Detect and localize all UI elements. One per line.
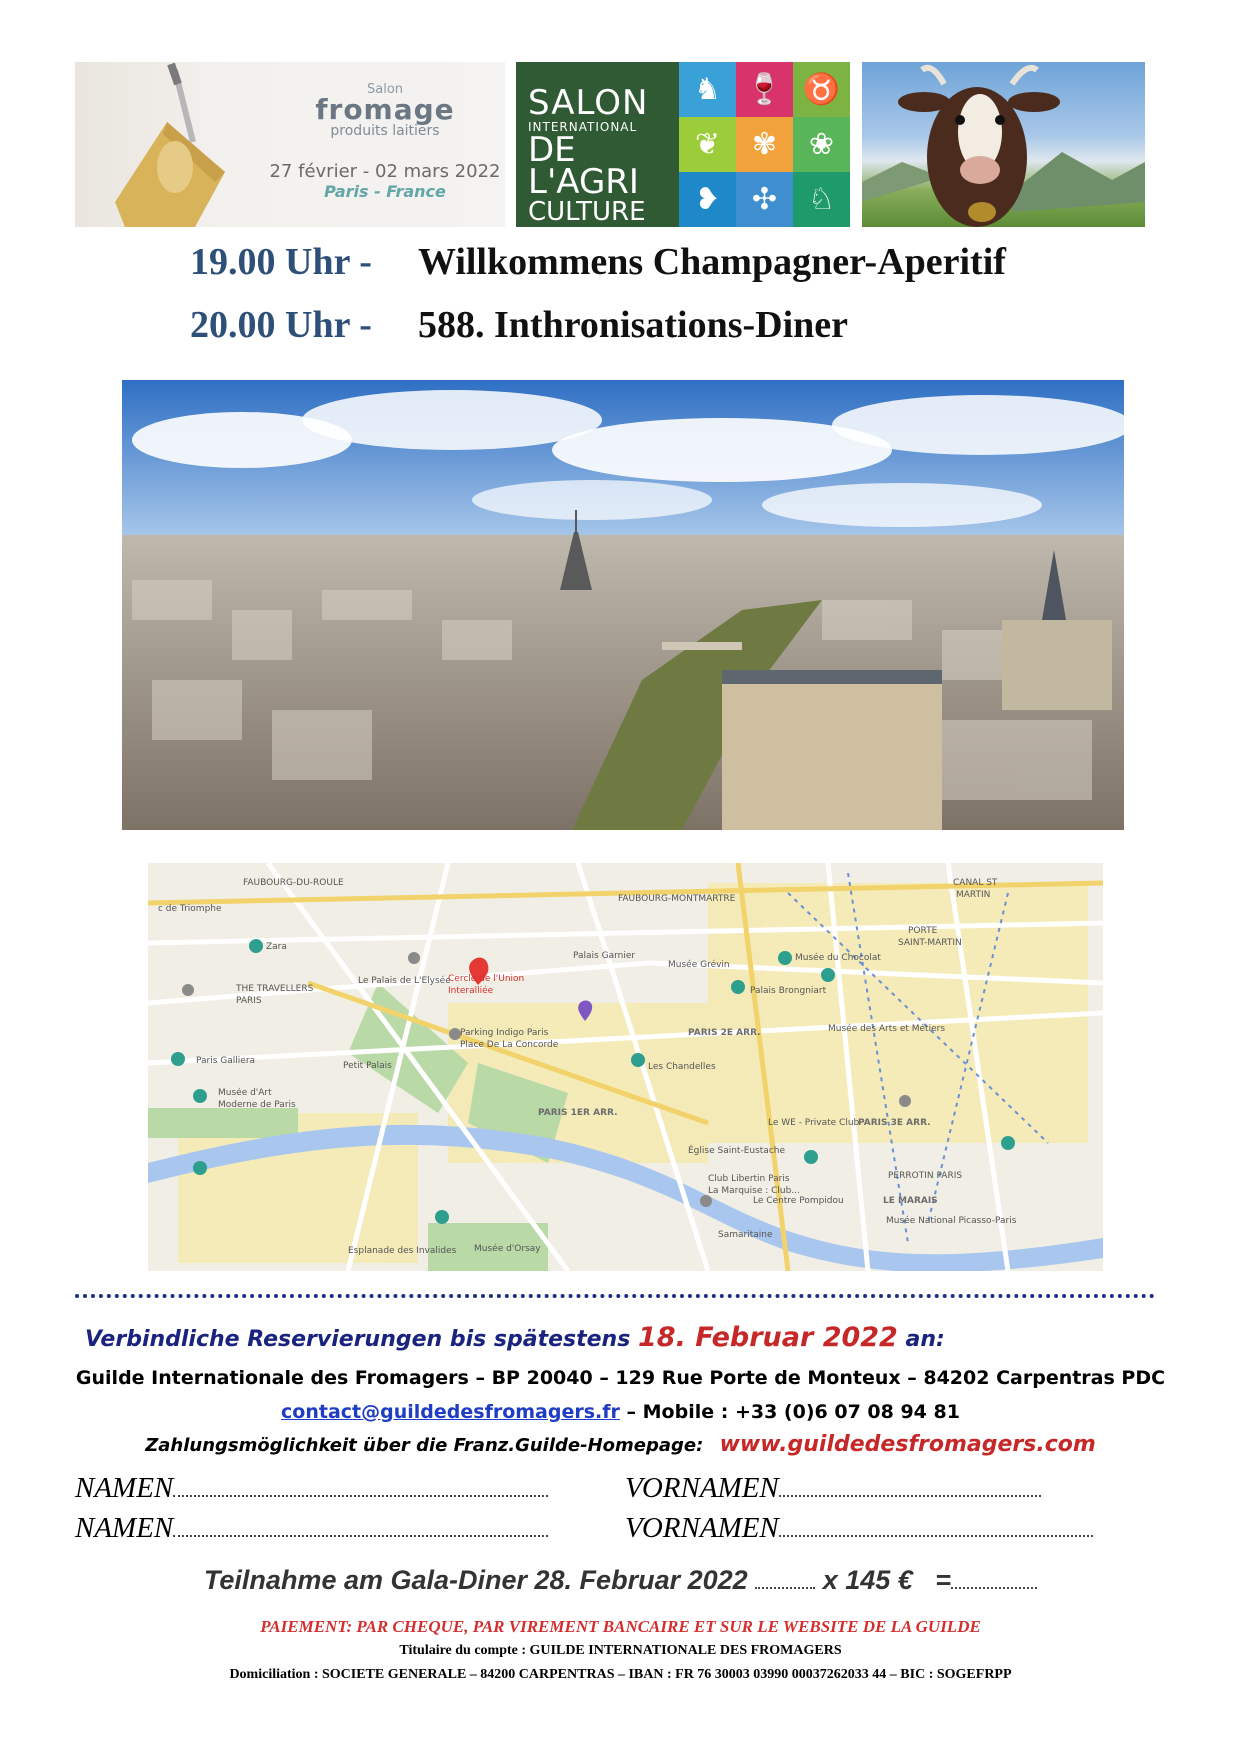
payment-label: Zahlungsmöglichkeit über die Franz.Guilde-Homepage: (145, 1435, 704, 1456)
first-name-field-row-1[interactable] (625, 1472, 1041, 1505)
map-label: CANAL ST (953, 878, 998, 888)
map-label: Le Palais de L'Elysée (358, 976, 451, 986)
fromage-logo-name: fromage (315, 93, 455, 126)
schedule-time: 19.00 Uhr - (190, 241, 372, 283)
schedule-line-aperitif (190, 240, 1006, 284)
map-label: Musée d'Orsay (474, 1244, 541, 1254)
map-label: Palais Garnier (573, 951, 636, 961)
map-label: La Marquise : Club... (708, 1186, 800, 1196)
map-label: SAINT-MARTIN (898, 938, 962, 948)
name-field-row-1[interactable] (75, 1472, 548, 1505)
map-label: PARIS 3E ARR. (858, 1118, 931, 1128)
cow-illustration (862, 62, 1145, 227)
map-label: c de Triomphe (158, 904, 222, 914)
farm-animals-icon: ♘ (793, 172, 850, 227)
grapes-icon: ❀ (793, 117, 850, 172)
schedule-title: 588. Inthronisations-Diner (418, 304, 849, 346)
fish-icon: ❥ (679, 172, 736, 227)
map-label: Parking Indigo Paris (460, 1028, 549, 1038)
wheat-icon: ✾ (736, 117, 793, 172)
map-label: Samaritaine (718, 1230, 773, 1240)
cow-head-icon: ♉ (793, 62, 850, 117)
map-label: PARIS (236, 996, 262, 1006)
map-label: PERROTIN PARIS (888, 1171, 963, 1181)
agri-line-salon: SALON (528, 83, 649, 123)
map-label: FAUBOURG-DU-ROULE (243, 878, 344, 888)
agriculture-icon-grid (679, 62, 850, 227)
name-label: NAMEN (75, 1512, 174, 1544)
first-name-input-line[interactable] (779, 1491, 1041, 1497)
fromage-banner-text (265, 82, 505, 201)
map-label: FAUBOURG-MONTMARTRE (618, 894, 736, 904)
agriculture-logo-text (528, 83, 688, 227)
reservation-lead: Verbindliche Reservierungen bis spätestens (85, 1327, 631, 1352)
map-label: THE TRAVELLERS (236, 984, 314, 994)
reservation-tail: an: (905, 1327, 945, 1352)
map-label: Petit Palais (343, 1061, 392, 1071)
map-label: Musée National Picasso-Paris (886, 1216, 1017, 1226)
first-name-field-row-2[interactable] (625, 1512, 1093, 1545)
map-label: Musée Grévin (668, 960, 730, 970)
map-label: Le WE - Private Club (768, 1118, 860, 1128)
fromage-place: Paris - France (324, 182, 446, 201)
name-field-row-2[interactable] (75, 1512, 548, 1545)
first-name-input-line[interactable] (779, 1531, 1093, 1537)
fromage-dates: 27 février - 02 mars 2022 (269, 161, 501, 182)
agri-line-de-agri: DE L'AGRI (528, 130, 639, 202)
map-label: Le Centre Pompidou (753, 1196, 844, 1206)
map-label: Paris Galliera (196, 1056, 256, 1066)
agri-line-culture: CULTURE (528, 197, 646, 227)
carrot-icon: ❦ (679, 117, 736, 172)
paris-cityscape-illustration (122, 380, 1124, 830)
map-label: Cercle de l'Union (448, 974, 525, 984)
paris-location-map[interactable] (148, 863, 1103, 1271)
fromage-salon-label: Salon (366, 82, 404, 97)
map-canvas (148, 863, 1103, 1271)
account-holder: Titulaire du compte : GUILDE INTERNATIONALE DES FROMAGERS (399, 1643, 842, 1658)
contact-line (60, 1401, 1181, 1423)
map-label: Église Saint-Eustache (688, 1146, 786, 1156)
agri-line-international: INTERNATIONAL (528, 120, 638, 134)
gala-price: x 145 € (822, 1565, 913, 1595)
wind-turbine-icon: ✣ (736, 172, 793, 227)
name-label: NAMEN (75, 1472, 174, 1504)
cheese-knife-illustration (75, 62, 265, 227)
gala-total-line[interactable] (951, 1583, 1037, 1589)
schedule-title: Willkommens Champagner-Aperitif (418, 241, 1006, 283)
map-label: PARIS 2E ARR. (688, 1028, 761, 1038)
cow-photo (862, 62, 1145, 227)
website-link[interactable]: www.guildedesfromagers.com (719, 1432, 1096, 1457)
dotted-divider (75, 1286, 1155, 1298)
paris-panorama-photo (122, 380, 1124, 830)
contact-email-link[interactable]: contact@guildedesfromagers.fr (281, 1401, 620, 1423)
salon-fromage-banner (75, 62, 505, 227)
payment-website-line (60, 1432, 1181, 1457)
reservation-deadline (85, 1322, 945, 1353)
gala-text: Teilnahme am Gala-Diner 28. Februar 2022 (203, 1565, 748, 1595)
name-input-line[interactable] (173, 1531, 548, 1537)
map-label: Zara (266, 942, 287, 952)
map-label: Musée des Arts et Métiers (828, 1024, 946, 1034)
gala-quantity-line[interactable] (755, 1583, 815, 1589)
wine-bottle-icon: 🍷 (736, 62, 793, 117)
map-label: Musée du Chocolat (795, 953, 881, 963)
gala-participation-line (60, 1565, 1181, 1596)
first-name-label: VORNAMEN (625, 1472, 779, 1504)
bank-domiciliation: Domiciliation : SOCIETE GENERALE – 84200 CARPENTRAS – IBAN : FR 76 30003 03990 00037262033 44 – BIC : SOGEFRPP (229, 1667, 1012, 1682)
map-label: MARTIN (956, 890, 991, 900)
map-label: Interalliée (448, 986, 494, 996)
schedule-time: 20.00 Uhr - (190, 304, 372, 346)
map-label: PORTE (908, 926, 938, 936)
guild-address: Guilde Internationale des Fromagers – BP 20040 – 129 Rue Porte de Monteux – 84202 Carpentras PDC (75, 1367, 1166, 1389)
salon-agriculture-banner (516, 62, 850, 227)
map-label: Esplanade des Invalides (348, 1246, 457, 1256)
schedule-line-diner (190, 303, 848, 347)
name-input-line[interactable] (173, 1491, 548, 1497)
map-label: Palais Brongniart (750, 986, 827, 996)
horse-icon: ♞ (679, 62, 736, 117)
reservation-date: 18. Februar 2022 (638, 1322, 898, 1353)
map-label: Place De La Concorde (460, 1040, 559, 1050)
map-label: Moderne de Paris (218, 1100, 296, 1110)
map-label: LE MARAIS (883, 1196, 938, 1206)
fromage-subtitle: produits laitiers (330, 123, 440, 139)
map-label: Les Chandelles (648, 1062, 716, 1072)
map-label: PARIS 1ER ARR. (538, 1108, 618, 1118)
map-label: Club Libertin Paris (708, 1174, 790, 1184)
gala-equals: = (935, 1565, 952, 1595)
payment-methods: PAIEMENT: PAR CHEQUE, PAR VIREMENT BANCAIRE ET SUR LE WEBSITE DE LA GUILDE (260, 1617, 981, 1636)
map-label: Musée d'Art (218, 1088, 272, 1098)
contact-mobile: – Mobile : +33 (0)6 07 08 94 81 (626, 1401, 960, 1423)
first-name-label: VORNAMEN (625, 1512, 779, 1544)
